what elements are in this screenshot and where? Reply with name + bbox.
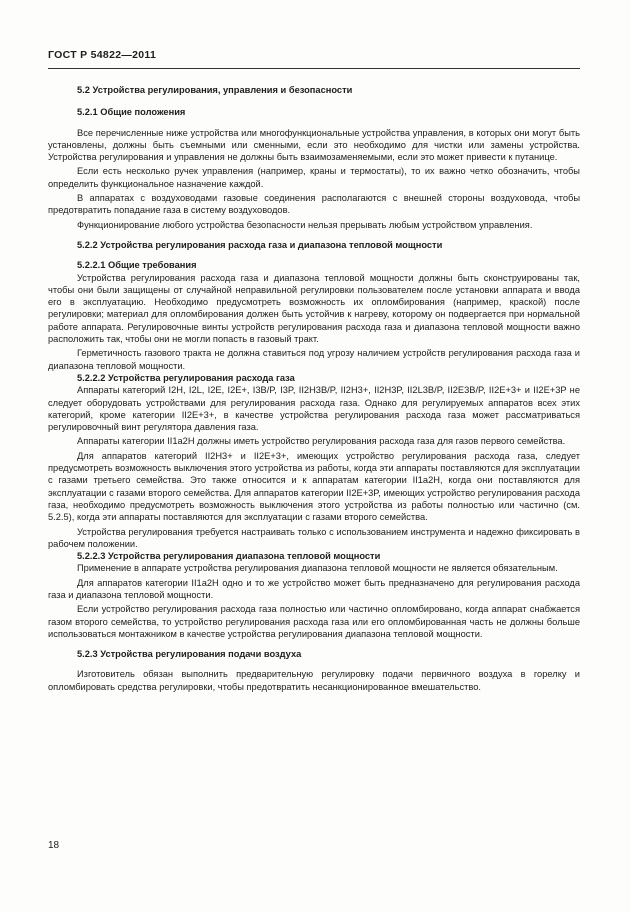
section-heading: 5.2 Устройства регулирования, управления и безопасности	[77, 85, 353, 95]
paragraph: Если есть несколько ручек управления (например, краны и термостаты), то их важно четко обозначить, чтобы определить функциональное назначение каждой.	[48, 166, 580, 189]
paragraph: Аппараты категорий I2H, I2L, I2E, I2E+, I3B/P, I3P, II2H3B/P, II2H3+, II2H3P, II2L3B/P, II2E3B/P, II2E+3+ и II2E+3P не следует оборудовать устройствами для регулирования расхода газа. Однако для регулируемых аппаратов всех этих категорий, кроме категории II2E+3+, в качестве устройства регулирования расхода газа может рассматриваться регулировочный винт регулятора давления газа.	[48, 385, 580, 433]
clause-heading: 5.2.2.1 Общие требования	[77, 260, 197, 271]
subsection-heading: 5.2.1 Общие положения	[77, 107, 186, 118]
paragraph: Если устройство регулирования расхода газа полностью или частично опломбировано, когда аппарат снабжается газом второго семейства, то устройство регулирования расхода газа или его опломбированная часть не должны больше использоваться монтажником в качестве устройства регулирования диапазона тепловой мощности.	[48, 604, 580, 639]
clause-heading: 5.2.2.3 Устройства регулирования диапазона тепловой мощности	[77, 551, 381, 562]
paragraph: В аппаратах с воздуховодами газовые соединения располагаются с внешней стороны воздуховода, чтобы предотвратить попадание газа в систему воздуховодов.	[48, 193, 580, 216]
paragraph: Изготовитель обязан выполнить предварительную регулировку подачи первичного воздуха в горелку и опломбировать средства регулировки, чтобы предотвратить несанкционированное вмешательство.	[48, 669, 580, 692]
page-number: 18	[48, 840, 60, 851]
paragraph: Все перечисленные ниже устройства или многофункциональные устройства управления, в которых они могут быть установлены, должны быть съемными или сменными, если это необходимо для чистки или замены устройства. Устройства регулирования и управления не должны быть взаимозаменяемыми, если это может привести к путанице.	[48, 127, 580, 163]
document-header: ГОСТ Р 54822—2011	[48, 49, 157, 61]
paragraph: Устройства регулирования расхода газа и диапазона тепловой мощности должны быть сконструированы так, чтобы они были защищены от случайной неправильной регулировки пользователем после установки аппарата и ввода его в эксплуатацию. Необходимо предусмотреть возможность их опломбирования (например, краской) после регулировки; материал для опломбирования должен быть устойчив к нагреву, которому он подвергается при нормальной работе аппарата. Регулировочные винты устройств регулирования расхода газа и диапазона тепловой мощности важно расположить так, чтобы они не могли попасть в газовый тракт.	[48, 272, 580, 345]
subsection-heading: 5.2.3 Устройства регулирования подачи воздуха	[77, 649, 302, 660]
header-rule	[48, 68, 580, 69]
paragraph: Устройства регулирования требуется настраивать только с использованием инструмента и надежно фиксировать в рабочем положении.	[48, 526, 580, 549]
paragraph: Герметичность газового тракта не должна ставиться под угрозу наличием устройств регулирования расхода газа и диапазона тепловой мощности.	[48, 348, 580, 371]
paragraph: Функционирование любого устройства безопасности нельзя прерывать любым устройством управления.	[77, 219, 533, 230]
paragraph: Применение в аппарате устройства регулирования диапазона тепловой мощности не является обязательным.	[77, 563, 558, 574]
clause-heading: 5.2.2.2 Устройства регулирования расхода газа	[77, 372, 295, 383]
subsection-heading: 5.2.2 Устройства регулирования расхода газа и диапазона тепловой мощности	[77, 239, 443, 250]
paragraph: Для аппаратов категорий II2H3+ и II2E+3+, имеющих устройство регулирования расхода газа, следует предусмотреть возможность выключения этого устройства из работы, когда эти аппараты поставляются для эксплуатации с газами третьего семейства. Это также относится и к аппаратам категории II1a2H, когда они поставляются для эксплуатации с газами второго семейства. Для аппаратов категории II2E+3P, имеющих устройство регулирования расхода газа, необходимо предусмотреть возможность выключения этого устройства из работы полностью или частично (см. 5.2.5), когда эти аппараты поставляются для эксплуатации с газами второго семейства.	[48, 450, 580, 523]
paragraph: Аппараты категории II1a2H должны иметь устройство регулирования расхода газа для газов первого семейства.	[77, 436, 566, 447]
paragraph: Для аппаратов категории II1a2H одно и то же устройство может быть предназначено для регулирования расхода газа и диапазона тепловой мощности.	[48, 577, 580, 600]
page-body	[48, 80, 580, 693]
